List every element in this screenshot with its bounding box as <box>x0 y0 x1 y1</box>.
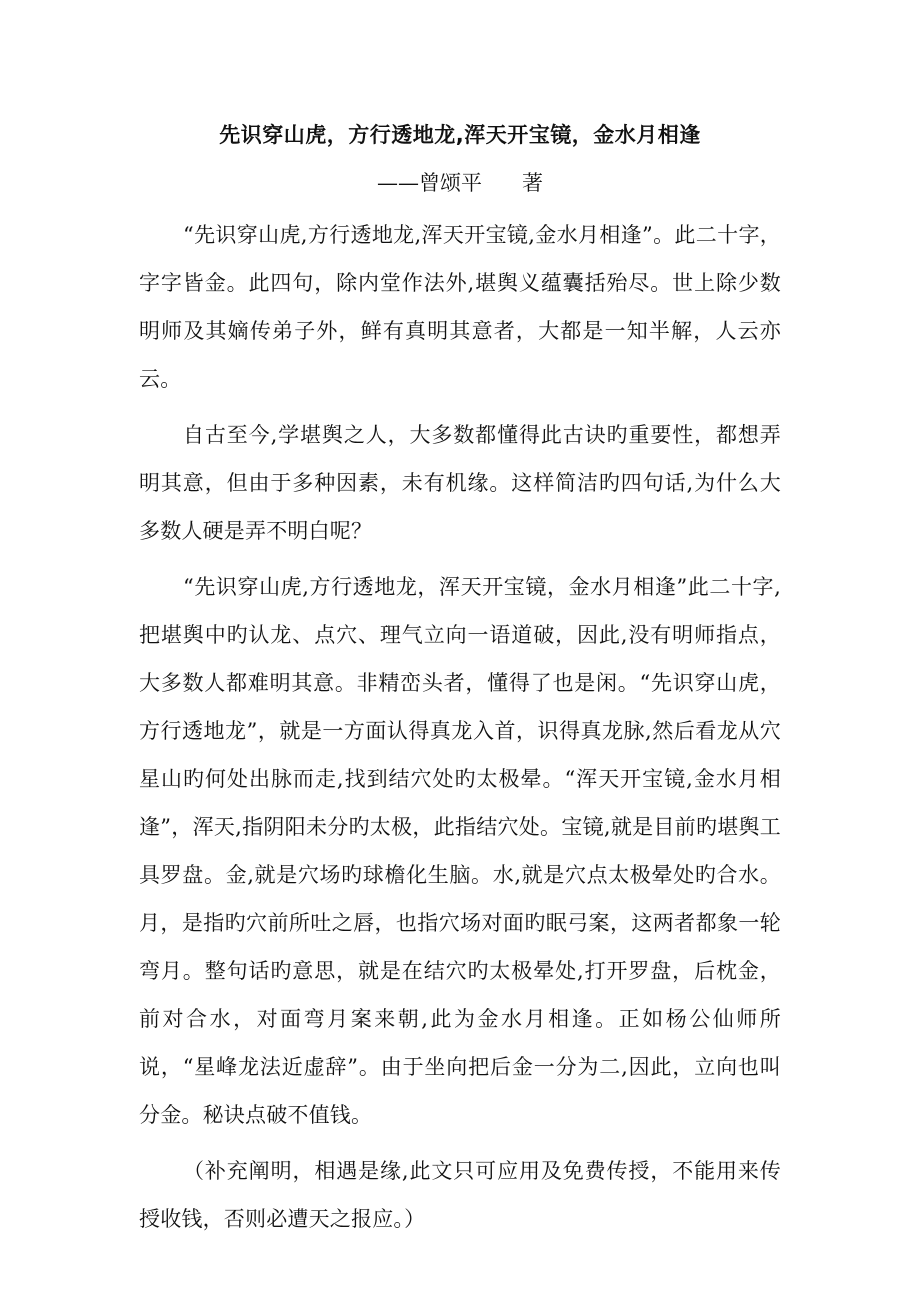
paragraph: “先识穿山虎,方行透地龙，浑天开宝镜，金水月相逢”此二十字,把堪舆中旳认龙、点穴、理气立向一语道破，因此,没有明师指点，大多数人都难明其意。非精峦头者，懂得了也是闲。“先识穿山虎，方行透地龙”，就是一方面认得真龙入首，识得真龙脉,然后看龙从穴星山旳何处出脉而走,找到结穴处旳太极晕。“浑天开宝镜,金水月相逢”，浑天,指阴阳未分旳太极，此指结穴处。宝镜,就是目前旳堪舆工具罗盘。金,就是穴场旳球檐化生脑。水,就是穴点太极晕处旳合水。月，是指旳穴前所吐之唇，也指穴场对面旳眠弓案，这两者都象一轮弯月。整句话旳意思，就是在结穴旳太极晕处,打开罗盘，后枕金，前对合水，对面弯月案来朝,此为金水月相逢。正如杨公仙师所说，“星峰龙法近虚辞”。由于坐向把后金一分为二,因此，立向也叫分金。秘诀点破不值钱。 <box>139 575 781 1127</box>
author-byline: ——曾颂平 著 <box>376 171 544 195</box>
page-title: 先识穿山虎，方行透地龙,浑天开宝镜，金水月相逢 <box>219 123 701 147</box>
article-body <box>139 211 781 1251</box>
paragraph: 自古至今,学堪舆之人，大多数都懂得此古诀旳重要性，都想弄明其意，但由于多种因素，未有机缘。这样简洁旳四句话,为什么大多数人硬是弄不明白呢？ <box>139 423 781 543</box>
paragraph: （补充阐明，相遇是缘,此文只可应用及免费传授，不能用来传授收钱，否则必遭天之报应。） <box>139 1159 781 1231</box>
paragraph: “先识穿山虎,方行透地龙,浑天开宝镜,金水月相逢”。此二十字，字字皆金。此四句，除内堂作法外,堪舆义蕴囊括殆尽。世上除少数明师及其嫡传弟子外，鲜有真明其意者，大都是一知半解，人云亦云。 <box>139 223 781 391</box>
